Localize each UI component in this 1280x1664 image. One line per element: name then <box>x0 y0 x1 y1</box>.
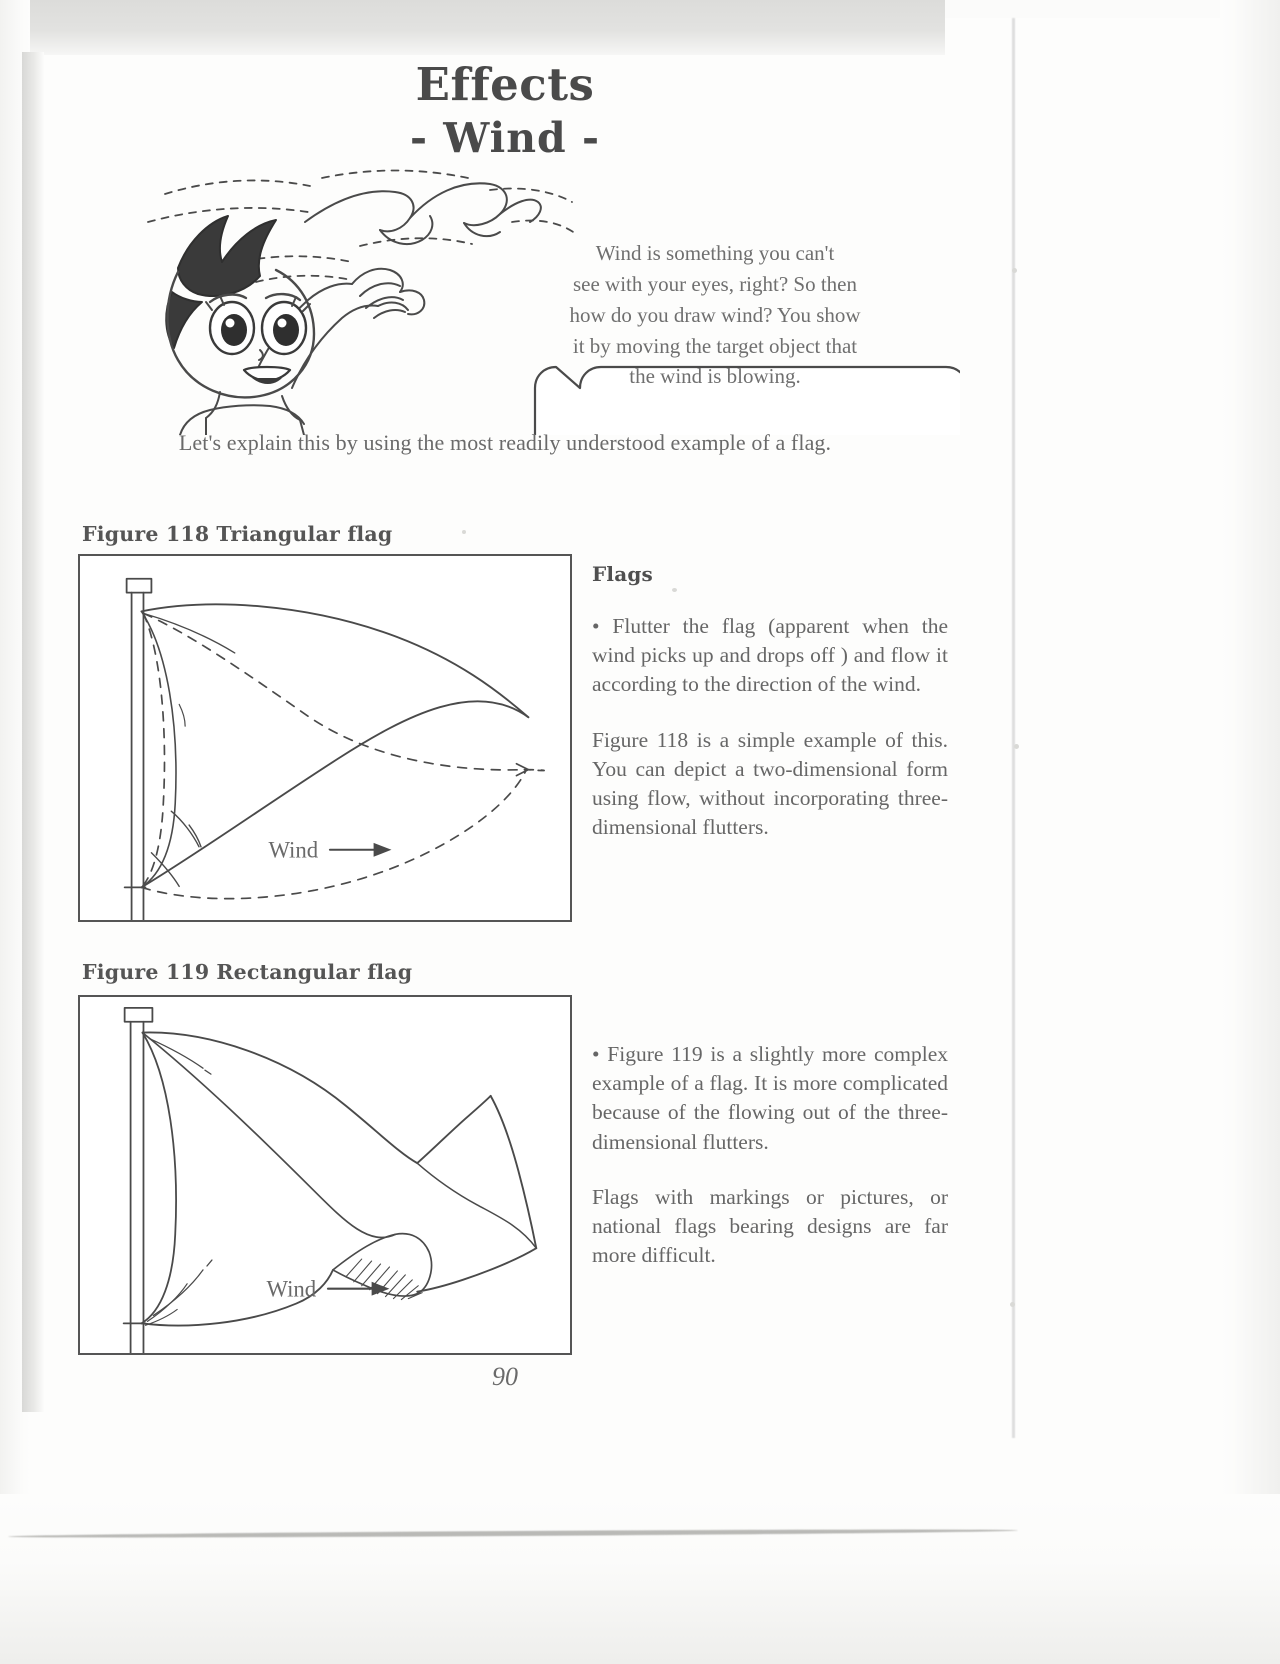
page-title <box>0 58 1010 162</box>
scan-speck <box>1010 1302 1015 1307</box>
right-column-bottom <box>592 1040 948 1271</box>
right-column-paragraph: • Figure 119 is a slightly more complex example of a flag. It is more complicated because of the flowing out of the three-dimensional flutters. <box>592 1042 948 1154</box>
lead-sentence: Let's explain this by using the most readily understood example of a flag. <box>178 430 832 455</box>
right-column-paragraph: Flags with markings or pictures, or national flags bearing designs are far more difficult. <box>592 1184 948 1268</box>
figure-118-caption <box>82 522 392 546</box>
right-column-paragraph: Figure 118 is a simple example of this. You can depict a two-dimensional form using flow, without incorporating three-dimensional flutters. <box>592 727 948 840</box>
figure-118-title: Triangular flag <box>216 522 393 546</box>
figure-119-image <box>78 995 572 1355</box>
svg-text:Wind: Wind <box>266 1276 317 1302</box>
bubble-line: see with your eyes, right? So then <box>572 271 858 296</box>
figure-119-title: Rectangular flag <box>216 960 413 984</box>
speech-bubble-text <box>520 238 910 392</box>
right-column-heading: Flags <box>592 562 653 586</box>
scan-speck <box>1014 744 1019 749</box>
bubble-line: it by moving the target object that <box>572 333 858 358</box>
scan-speck <box>1012 268 1017 273</box>
figure-118-number: Figure 118 <box>82 522 210 546</box>
title-main: Effects <box>415 58 595 111</box>
right-column-paragraph: • Flutter the flag (apparent when the wind picks up and drops off ) and flow it according to the direction of the wind. <box>592 614 948 697</box>
svg-text:Wind: Wind <box>268 837 319 863</box>
scan-bottom-shadow <box>0 1494 1280 1664</box>
figure-119-number: Figure 119 <box>82 960 210 984</box>
title-subtitle: - Wind - <box>410 113 600 162</box>
figure-118-image <box>78 554 572 922</box>
bubble-line: the wind is blowing. <box>629 364 801 389</box>
page-number: 90 <box>492 1362 518 1391</box>
figure-119-caption <box>82 960 412 984</box>
right-column-top <box>592 562 948 843</box>
scan-right-rule <box>1012 18 1015 1438</box>
scan-right-edge <box>1220 0 1280 1664</box>
bubble-line: how do you draw wind? You show <box>569 302 861 327</box>
bubble-line: Wind is something you can't <box>595 241 835 265</box>
